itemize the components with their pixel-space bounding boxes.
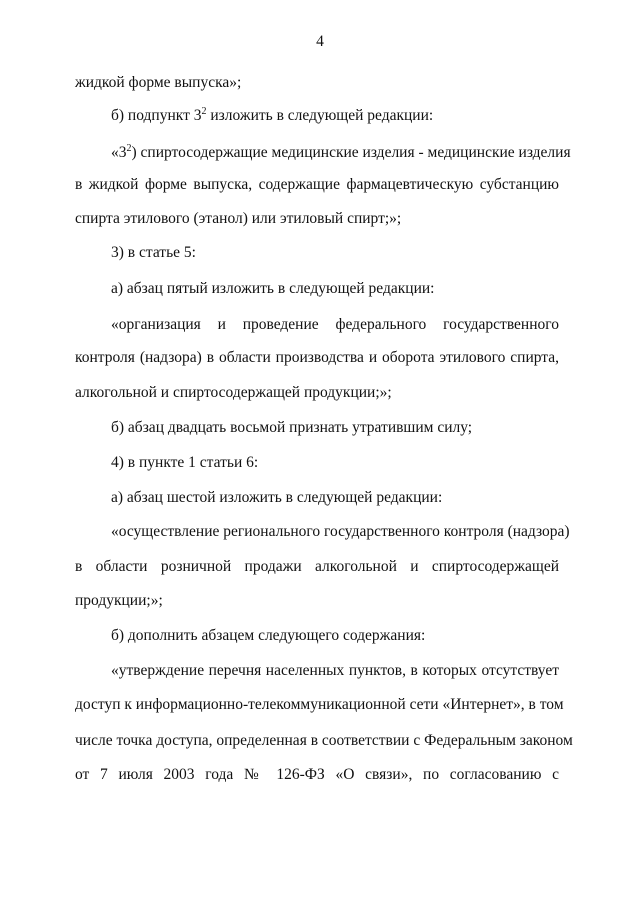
text-fragment: ) спиртосодержащие медицинские изделия - медицинские изделия [131,144,571,161]
superscript: 2 [126,143,132,154]
text-line: б) дополнить абзацем следующего содержания: [111,627,426,644]
text-line: а) абзац пятый изложить в следующей редакции: [111,280,435,297]
text-line [111,107,559,125]
text-line: от 7 июля 2003 года № 126-ФЗ «О связи», по согласованию с [75,766,559,783]
text-line: доступ к информационно-телекоммуникационной сети «Интернет», в том [75,696,564,713]
text-fragment: «3 [111,144,127,161]
text-line: жидкой форме выпуска»; [75,74,242,91]
text-line: алкогольной и спиртосодержащей продукции;»; [75,384,392,401]
text-line: числе точка доступа, определенная в соответствии с Федеральным законом [75,732,573,749]
text-fragment: б) подпункт 3 [111,107,202,124]
text-line: «осуществление регионального государственного контроля (надзора) [111,523,570,540]
text-line: «утверждение перечня населенных пунктов, в которых отсутствует [111,662,559,679]
text-line: 3) в статье 5: [111,244,196,261]
text-line: спирта этилового (этанол) или этиловый спирт;»; [75,210,402,227]
text-line: контроля (надзора) в области производства и оборота этилового спирта, [75,349,559,366]
text-line: а) абзац шестой изложить в следующей редакции: [111,489,443,506]
page-number: 4 [316,33,324,50]
text-line: «организация и проведение федерального государственного [111,316,559,333]
text-line [111,143,571,162]
text-fragment: изложить в следующей редакции: [206,107,434,124]
text-line: продукции;»; [75,592,163,609]
text-line: 4) в пункте 1 статьи 6: [111,454,259,471]
text-line: в жидкой форме выпуска, содержащие фармацевтическую субстанцию [75,176,559,193]
text-line: б) абзац двадцать восьмой признать утратившим силу; [111,419,473,436]
text-line: в области розничной продажи алкогольной и спиртосодержащей [75,558,559,575]
superscript: 2 [201,106,207,117]
